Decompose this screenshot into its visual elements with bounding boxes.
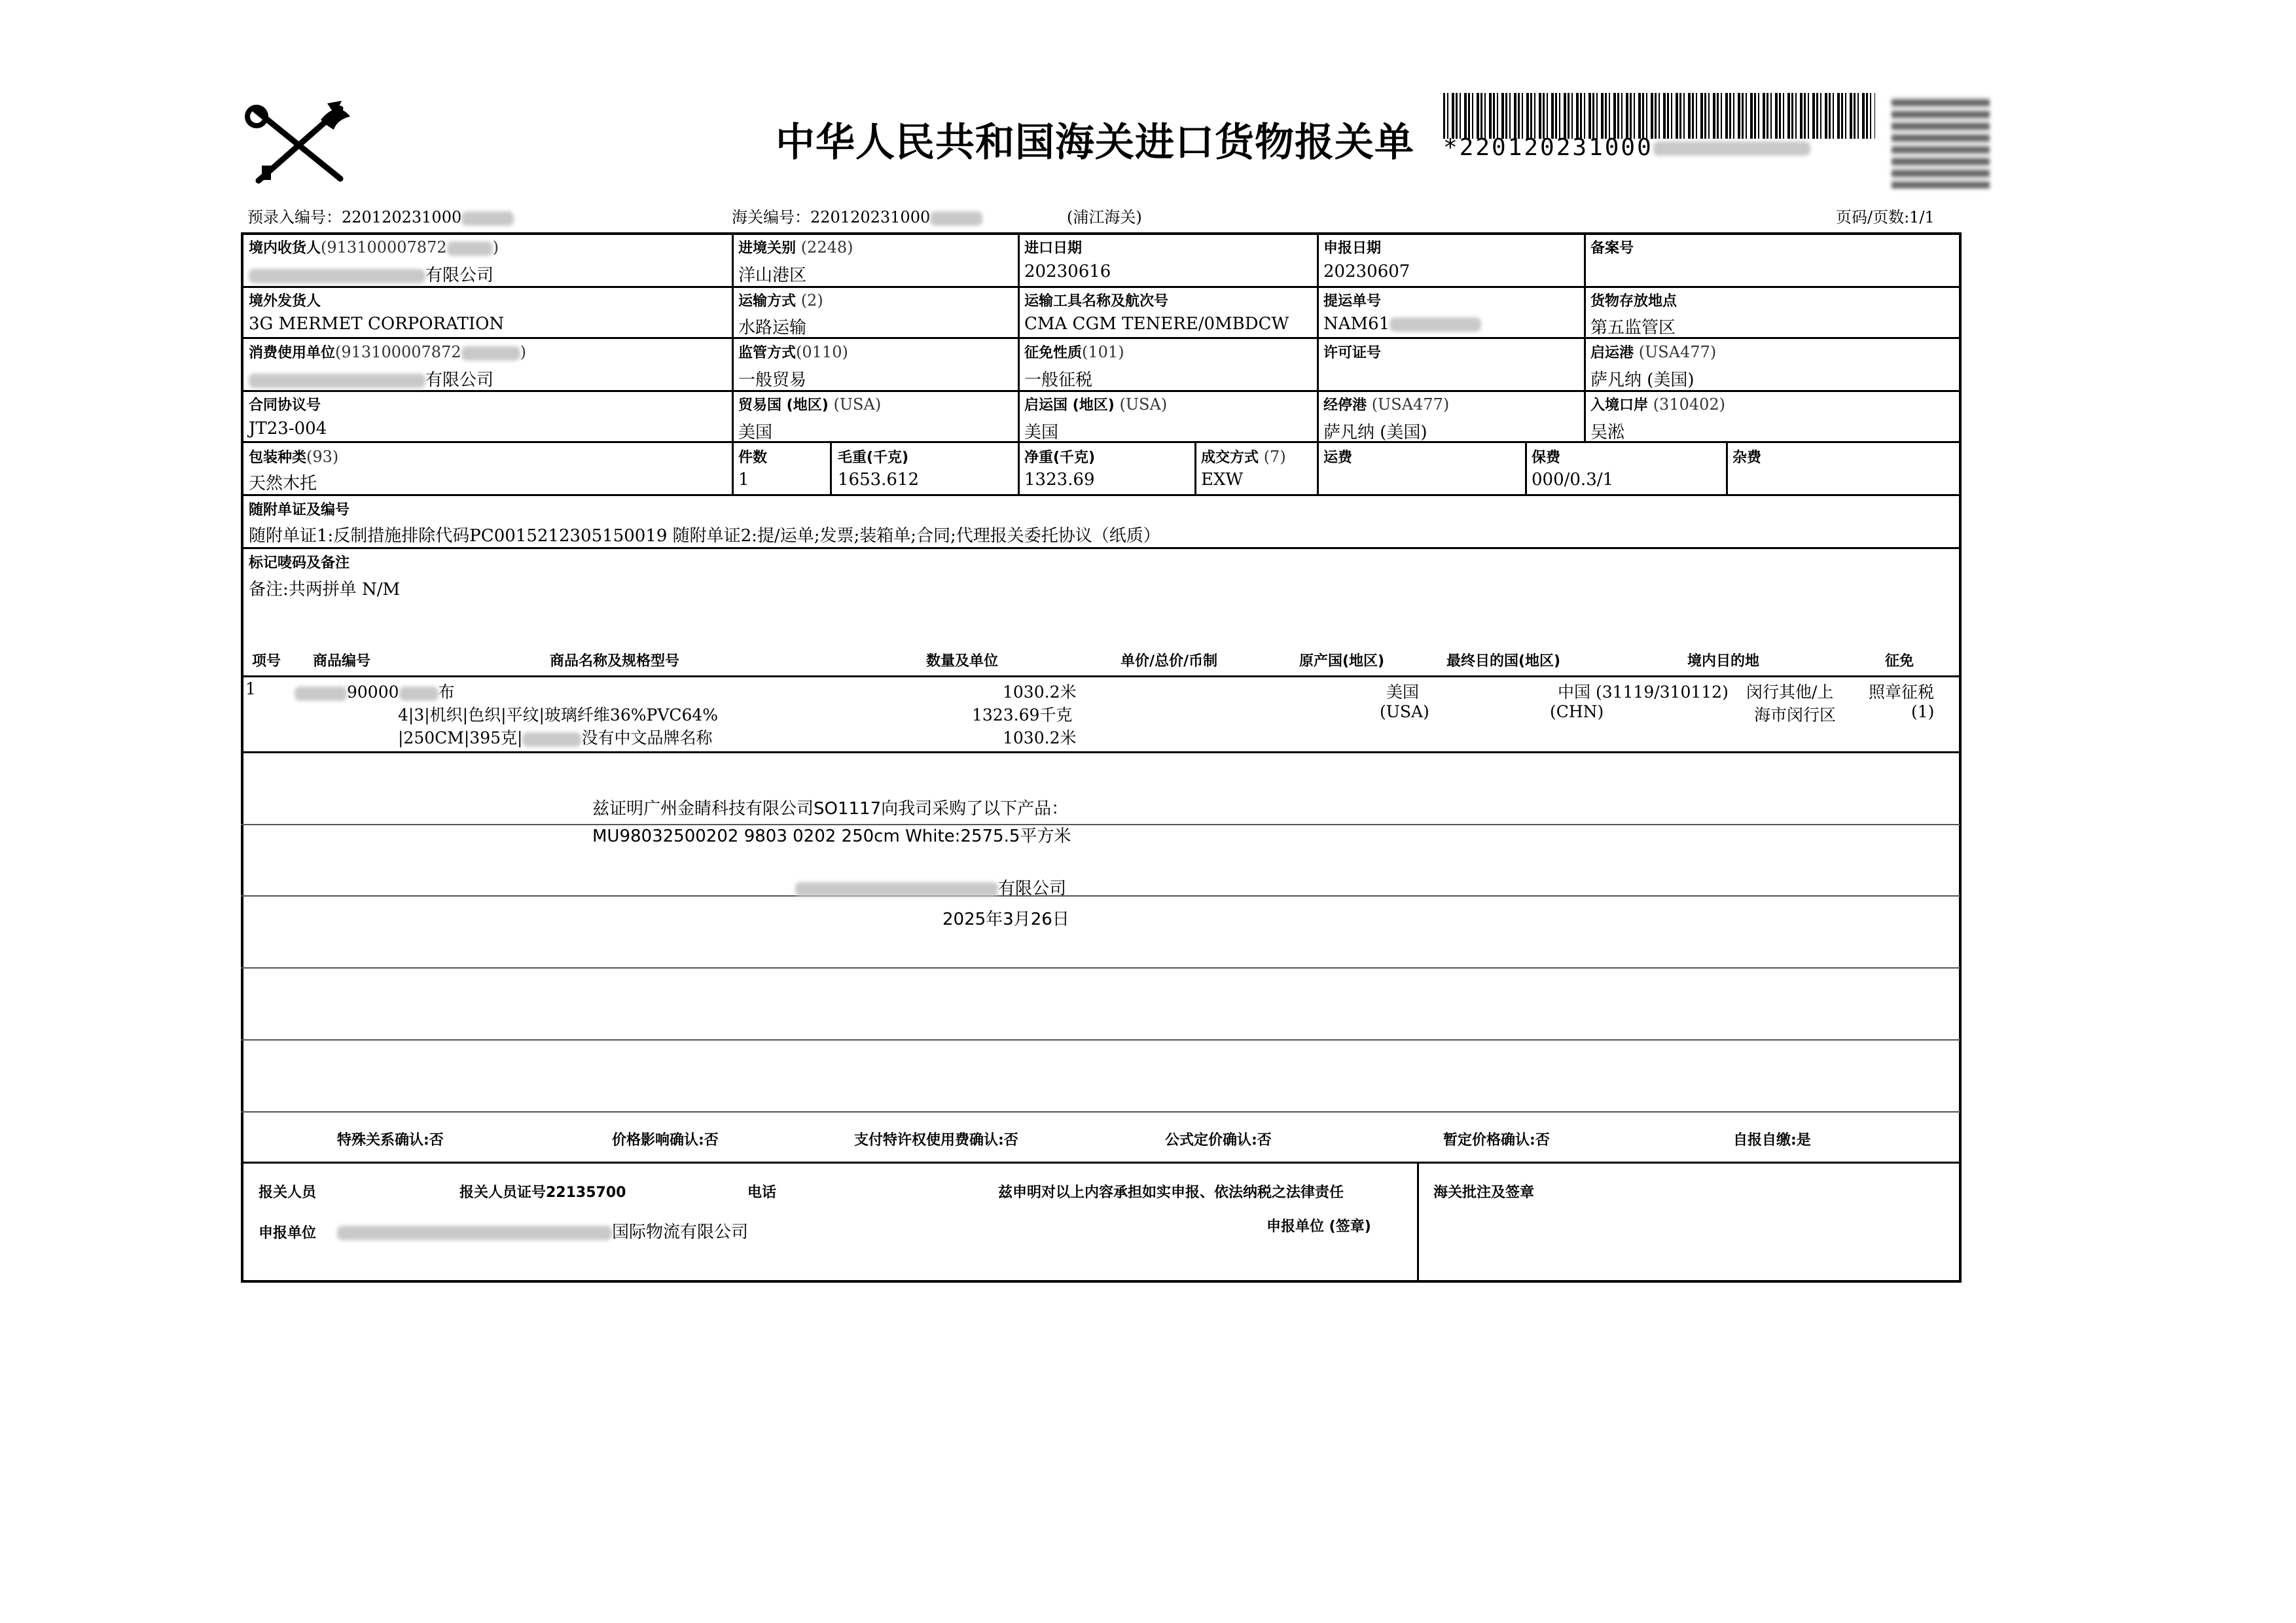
declarant-id: 报关人员证号22135700 xyxy=(459,1185,626,1201)
departure-port-label: 启运港 (USA477) xyxy=(1590,343,1717,361)
goods-dest-1: 中国 (31119/310112) xyxy=(1558,683,1729,702)
marks-label: 标记唛码及备注 xyxy=(249,555,350,571)
package-type-value: 天然木托 xyxy=(249,474,317,493)
goods-header-tax: 征免 xyxy=(1885,653,1914,669)
contract-label: 合同协议号 xyxy=(249,397,321,414)
origin-country-value: 美国 xyxy=(1024,423,1059,442)
transit-port-value: 萨凡纳 (美国) xyxy=(1323,423,1427,442)
import-date-value: 20230616 xyxy=(1024,262,1111,281)
certification-line-1: 兹证明广州金睛科技有限公司SO1117向我司采购了以下产品： xyxy=(592,799,1069,819)
goods-header-quantity: 数量及单位 xyxy=(926,653,999,669)
formula-price-confirm: 公式定价确认:否 xyxy=(1165,1132,1272,1149)
entry-customs-value: 洋山港区 xyxy=(738,266,807,285)
supervision-value: 一般贸易 xyxy=(738,370,807,390)
transport-label: 运输方式 (2) xyxy=(738,291,823,310)
document-title: 中华人民共和国海关进口货物报关单 xyxy=(776,120,1414,166)
entry-port-value: 吴淞 xyxy=(1590,423,1625,442)
certification-date: 2025年3月26日 xyxy=(942,910,1069,929)
record-number-label: 备案号 xyxy=(1590,240,1634,257)
bill-of-lading-value: NAM61 xyxy=(1323,314,1481,334)
page-count: 页码/页数:1/1 xyxy=(1836,208,1935,226)
bill-of-lading-label: 提运单号 xyxy=(1323,293,1382,310)
deal-terms-label: 成交方式 (7) xyxy=(1201,448,1286,466)
customs-number: 海关编号：220120231000 xyxy=(732,204,982,227)
special-relation-confirm: 特殊关系确认:否 xyxy=(337,1132,444,1149)
consumer-unit-value: 有限公司 xyxy=(249,366,493,391)
insurance-value: 000/0.3/1 xyxy=(1532,470,1614,490)
customs-office: (浦江海关) xyxy=(1067,208,1142,226)
goods-spec-line3: |250CM|395克| 没有中文品牌名称 xyxy=(398,728,713,747)
transport-value: 水路运输 xyxy=(738,318,807,338)
goods-qty-1: 1030.2米 xyxy=(1003,683,1077,702)
barcode xyxy=(1443,93,1875,139)
consumer-unit-label: 消费使用单位(913100007872 ) xyxy=(249,343,526,361)
license-label: 许可证号 xyxy=(1323,345,1382,361)
pieces-label: 件数 xyxy=(738,450,768,466)
customs-approval-label: 海关批注及签章 xyxy=(1433,1185,1535,1201)
goods-qty-3: 1030.2米 xyxy=(1003,728,1077,747)
contract-value: JT23-004 xyxy=(249,419,327,438)
shipper-value: 3G MERMET CORPORATION xyxy=(249,314,505,334)
price-impact-confirm: 价格影响确认:否 xyxy=(612,1132,719,1149)
net-weight-label: 净重(千克) xyxy=(1024,450,1096,466)
declare-date-value: 20230607 xyxy=(1323,262,1410,281)
royalty-confirm: 支付特许权使用费确认:否 xyxy=(854,1132,1018,1149)
goods-header-code: 商品编号 xyxy=(313,653,371,669)
entry-customs-label: 进境关别 (2248) xyxy=(738,238,853,257)
goods-tax-2: (1) xyxy=(1911,702,1935,721)
goods-header-destination: 最终目的国(地区) xyxy=(1446,653,1561,669)
certification-company: 有限公司 xyxy=(795,875,1066,899)
attached-docs-label: 随附单证及编号 xyxy=(249,502,350,518)
goods-header-domestic: 境内目的地 xyxy=(1687,653,1760,669)
deal-terms-value: EXW xyxy=(1201,470,1244,490)
attached-docs-value: 随附单证1:反制措施排除代码PC0015212305150019 随附单证2:提/运单;发票;装箱单;合同;代理报关委托协议（纸质） xyxy=(249,526,1160,546)
import-date-label: 进口日期 xyxy=(1024,240,1083,257)
origin-country-label: 启运国 (地区) (USA) xyxy=(1024,395,1168,414)
storage-location-value: 第五监管区 xyxy=(1590,318,1676,338)
freight-label: 运费 xyxy=(1323,450,1353,466)
storage-location-label: 货物存放地点 xyxy=(1590,293,1677,310)
legal-statement: 兹申明对以上内容承担如实申报、依法纳税之法律责任 xyxy=(998,1185,1344,1201)
pre-entry-number: 预录入编号：220120231000 xyxy=(247,204,514,227)
declaring-unit-seal-label: 申报单位 (签章) xyxy=(1266,1219,1371,1235)
self-declare-confirm: 自报自缴:是 xyxy=(1733,1132,1811,1149)
customs-emblem-icon xyxy=(242,97,357,188)
misc-fees-label: 杂费 xyxy=(1732,450,1762,466)
transit-port-label: 经停港 (USA477) xyxy=(1323,395,1450,414)
trade-country-value: 美国 xyxy=(738,423,773,442)
supervision-label: 监管方式(0110) xyxy=(738,343,848,361)
trade-country-label: 贸易国 (地区) (USA) xyxy=(738,395,882,414)
goods-origin-1: 美国 xyxy=(1386,683,1420,702)
barcode-number: *220120231000 xyxy=(1443,134,1810,161)
goods-code: 90000 布 xyxy=(295,679,455,703)
declaring-unit-value: 国际物流有限公司 xyxy=(337,1219,748,1243)
departure-port-value: 萨凡纳 (美国) xyxy=(1590,370,1695,390)
consignee-value: 有限公司 xyxy=(249,262,493,286)
goods-dest-2: (CHN) xyxy=(1550,702,1604,721)
goods-spec-line2: 4|3|机织|色织|平纹|玻璃纤维36%PVC64% xyxy=(398,705,719,724)
goods-header-price: 单价/总价/币制 xyxy=(1121,653,1218,669)
phone-label: 电话 xyxy=(747,1185,777,1201)
net-weight-value: 1323.69 xyxy=(1024,470,1095,490)
goods-tax-1: 照章征税 xyxy=(1869,683,1935,702)
provisional-price-confirm: 暂定价格确认:否 xyxy=(1443,1132,1550,1149)
goods-domestic-1: 闵行其他/上 xyxy=(1746,683,1834,702)
vessel-label: 运输工具名称及航次号 xyxy=(1024,293,1169,310)
declare-date-label: 申报日期 xyxy=(1323,240,1382,257)
qr-code-icon xyxy=(1892,97,1990,188)
tax-nature-label: 征免性质(101) xyxy=(1024,343,1124,361)
declarant-label: 报关人员 xyxy=(259,1185,317,1201)
goods-header-item-no: 项号 xyxy=(252,653,281,669)
entry-port-label: 入境口岸 (310402) xyxy=(1590,395,1726,414)
consignee-label: 境内收货人(913100007872 ) xyxy=(249,238,499,257)
goods-item-no: 1 xyxy=(245,679,256,698)
goods-header-origin: 原产国(地区) xyxy=(1299,653,1385,669)
goods-origin-2: (USA) xyxy=(1380,702,1429,721)
vessel-value: CMA CGM TENERE/0MBDCW xyxy=(1024,314,1289,334)
frame-bottom xyxy=(241,1280,1962,1283)
goods-qty-2: 1323.69千克 xyxy=(972,705,1073,724)
goods-domestic-2: 海市闵行区 xyxy=(1754,705,1837,724)
insurance-label: 保费 xyxy=(1532,450,1561,466)
frame-top xyxy=(241,232,1960,235)
marks-value: 备注:共两拼单 N/M xyxy=(249,580,401,599)
gross-weight-label: 毛重(千克) xyxy=(838,450,909,466)
certification-line-2: MU98032500202 9803 0202 250cm White:2575.5平方米 xyxy=(592,827,1071,846)
tax-nature-value: 一般征税 xyxy=(1024,370,1093,390)
package-type-label: 包装种类(93) xyxy=(249,448,339,466)
gross-weight-value: 1653.612 xyxy=(838,470,920,490)
goods-header-name: 商品名称及规格型号 xyxy=(550,653,680,669)
pieces-value: 1 xyxy=(738,470,749,490)
declaring-unit-label: 申报单位 xyxy=(259,1225,317,1241)
shipper-label: 境外发货人 xyxy=(249,293,321,310)
